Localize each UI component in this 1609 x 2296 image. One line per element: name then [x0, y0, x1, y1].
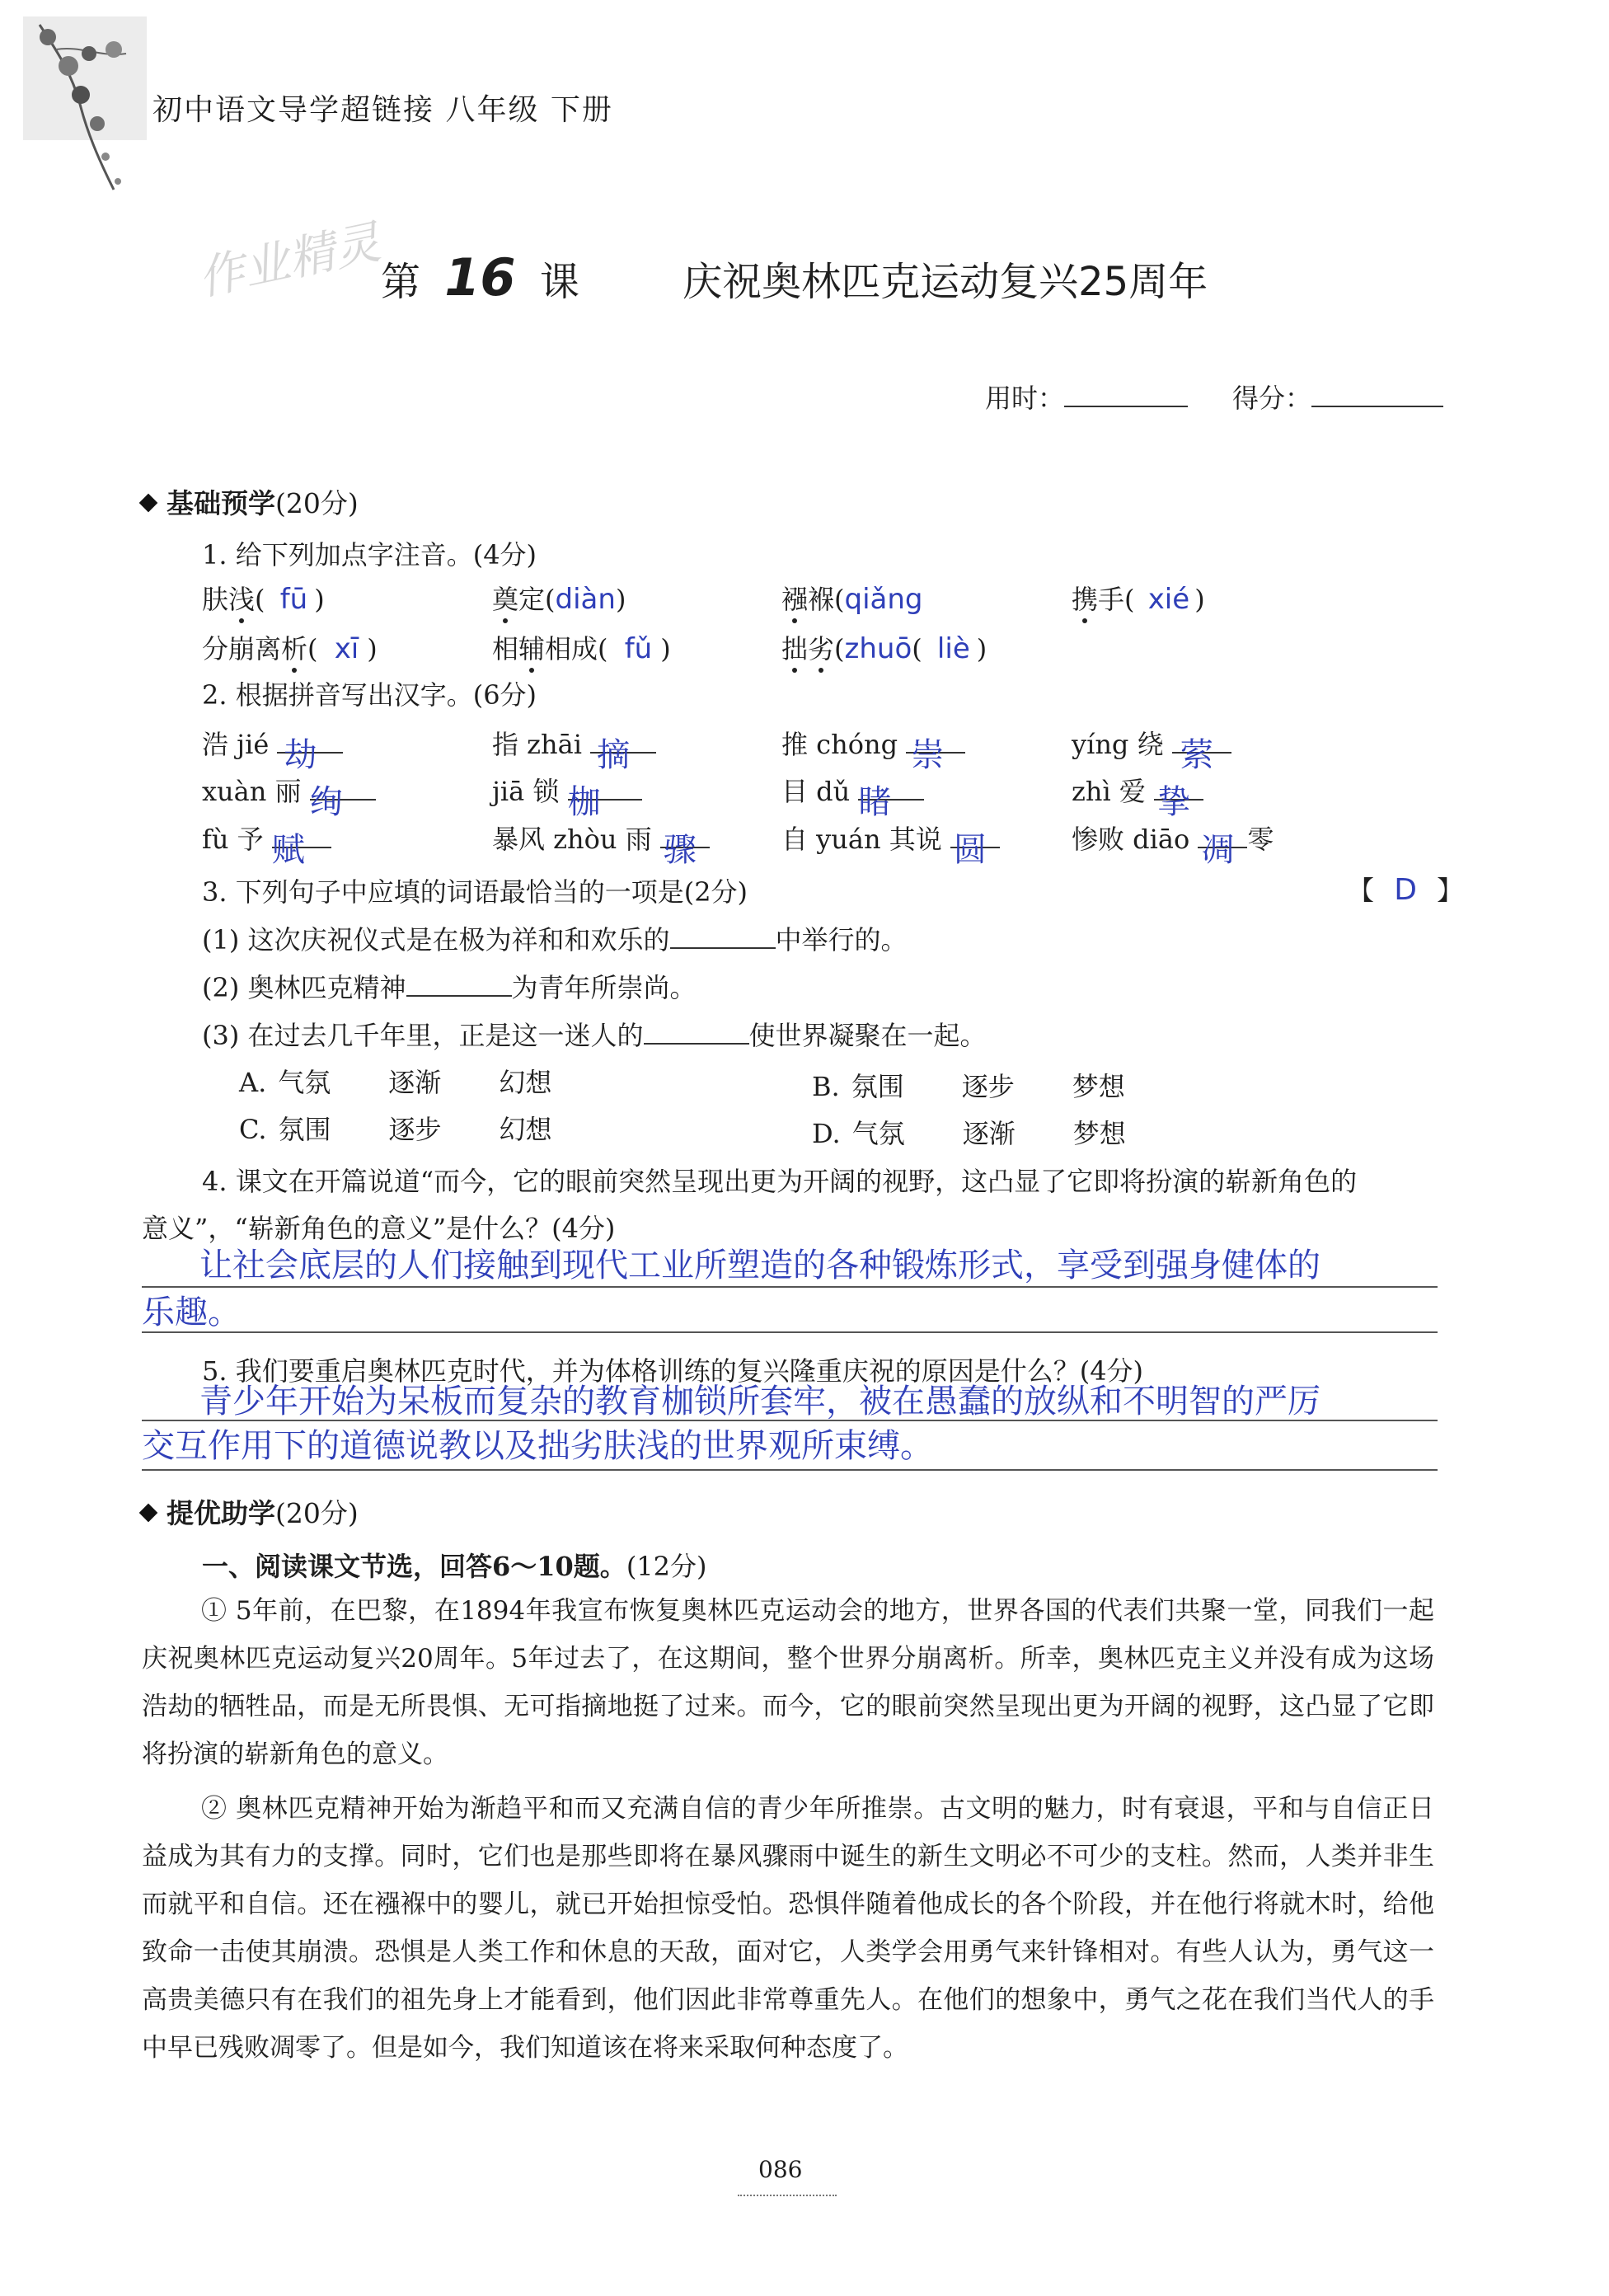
lesson-heading	[381, 247, 1208, 308]
book-title: 初中语文导学超链接 八年级 下册	[152, 93, 613, 127]
q2-answer-11[interactable]: 圆	[953, 831, 987, 869]
q2-item-9: fù 予 赋	[202, 819, 331, 857]
q2-item-11: 自 yuán 其说 圆	[781, 819, 1000, 857]
q4-answer-line-2[interactable]: 乐趣。	[142, 1294, 241, 1331]
section-basic-title: 基础预学(20分)	[142, 482, 359, 521]
q2-answer-1[interactable]: 劫	[284, 736, 317, 774]
q2-answer-9[interactable]: 赋	[271, 831, 305, 869]
q5-prompt: 5. 我们要重启奥林匹克时代，并为体格训练的复兴隆重庆祝的原因是什么？(4分)	[202, 1355, 1144, 1387]
q5-answer-line-1[interactable]: 青少年开始为呆板而复杂的教育枷锁所套牢，被在愚蠢的放纵和不明智的严厉	[199, 1383, 1321, 1420]
reading-heading: 一、阅读课文节选，回答6～10题。(12分)	[202, 1551, 707, 1582]
q1-item-2: 奠定(diàn)	[492, 583, 626, 616]
q4-answer-rule-2	[142, 1331, 1438, 1333]
q1-item-6: 相辅相成( fǔ )	[492, 632, 671, 665]
q2-item-5: xuàn 丽 绚	[202, 771, 376, 809]
q2-answer-12[interactable]: 凋	[1201, 831, 1235, 869]
q2-item-6: jiā 锁 枷	[492, 771, 642, 809]
q1-answer-4[interactable]: xié	[1147, 583, 1190, 616]
q3-answer-bracket: 【 D 】	[1348, 873, 1464, 907]
q1-answer-5[interactable]: xī	[334, 632, 359, 665]
q1-answer-7a[interactable]: zhuō	[844, 632, 912, 665]
q1-answer-7b[interactable]: liè	[936, 632, 970, 665]
passage-paragraph-2: ② 奥林匹克精神开始为渐趋平和而又充满自信的青少年所推崇。古文明的魅力，时有衰退，平和与自信正日益成为其有力的支撑。同时，它们也是那些即将在暴风骤雨中诞生的新生文明必不可少的支柱。然而，人类并非生而就平和自信。还在襁褓中的婴儿，就已开始担惊受怕。恐惧伴随着他成长的各个阶段，并在他行将就木时，给他致命一击使其崩溃。恐惧是人类工作和休息的天敌，面对它，人类学会用勇气来针锋相对。有些人认为，勇气这一高贵美德只有在我们的祖先身上才能看到，他们因此非常尊重先人。在他们的想象中，勇气之花在我们当代人的手中早已残败凋零了。但是如今，我们知道该在将来采取何种态度了。	[142, 1794, 1434, 2063]
q3-sentence-3: (3) 在过去几千年里，正是这一迷人的 使世界凝聚在一起。	[202, 1020, 987, 1051]
q2-item-12: 惨败 diāo 凋 零	[1072, 824, 1274, 869]
q2-answer-2[interactable]: 摘	[597, 736, 631, 774]
q5-answer-line-2[interactable]: 交互作用下的道德说教以及拙劣肤浅的世界观所束缚。	[142, 1427, 933, 1465]
q1-answer-1[interactable]: fū	[279, 583, 308, 616]
q3-option-a[interactable]: A. 气氛 逐渐 幻想	[239, 1067, 552, 1098]
lesson-title: 庆祝奥林匹克运动复兴25周年	[683, 259, 1208, 305]
q1-item-7: 拙劣(zhuō( liè )	[781, 632, 987, 665]
q4-prompt-line-1: 4. 课文在开篇说道“而今，它的眼前突然呈现出更为开阔的视野，这凸显了它即将扮演的崭新角色的	[202, 1166, 1358, 1197]
score-field[interactable]	[1232, 378, 1443, 416]
q2-item-8: zhì 爱 挚	[1072, 771, 1203, 809]
page-number-dots	[738, 2195, 837, 2196]
q2-answer-3[interactable]: 崇	[911, 736, 945, 774]
q2-item-7: 目 dǔ 睹	[781, 771, 924, 809]
q1-item-1: 肤浅( fū )	[202, 583, 325, 616]
q2-item-4: yíng 绕 萦	[1072, 724, 1231, 762]
q3-prompt: 3. 下列句子中应填的词语最恰当的一项是(2分)	[202, 876, 748, 908]
lesson-suffix: 课	[539, 259, 579, 305]
q3-answer[interactable]: D	[1394, 873, 1417, 907]
lesson-prefix: 第	[381, 259, 421, 305]
time-field[interactable]	[985, 378, 1188, 416]
section-advanced-title: 提优助学(20分)	[142, 1492, 359, 1531]
q2-answer-6[interactable]: 枷	[567, 783, 601, 821]
q2-answer-5[interactable]: 绚	[309, 783, 343, 821]
q1-item-3: 襁褓(qiǎng	[781, 583, 923, 616]
q4-prompt-line-2: 意义”，“崭新角色的意义”是什么？(4分)	[142, 1213, 616, 1244]
watermark: 作业精灵	[193, 215, 386, 307]
q4-answer-line-1[interactable]: 让社会底层的人们接触到现代工业所塑造的各种锻炼形式，享受到强身健体的	[199, 1247, 1321, 1284]
lesson-number: 16	[444, 247, 516, 308]
header-decoration	[23, 16, 147, 198]
q1-answer-3[interactable]: qiǎng	[844, 583, 923, 616]
q2-item-2: 指 zhāi 摘	[492, 724, 656, 762]
passage-paragraph-1: ① 5年前，在巴黎，在1894年我宣布恢复奥林匹克运动会的地方，世界各国的代表们共聚一堂，同我们一起庆祝奥林匹克运动复兴20周年。5年过去了，在这期间，整个世界分崩离析。所幸，奥林匹克主义并没有成为这场浩劫的牺牲品，而是无所畏惧、无可指摘地挺了过来。而今，它的眼前突然呈现出更为开阔的视野，这凸显了它即将扮演的崭新角色的意义。	[142, 1596, 1434, 1769]
q4-answer-rule-1	[142, 1286, 1438, 1288]
time-label: 用时：	[985, 383, 1065, 414]
q3-sentence-1: (1) 这次庆祝仪式是在极为祥和和欢乐的 中举行的。	[202, 924, 908, 955]
q2-answer-10[interactable]: 骤	[663, 831, 697, 869]
q3-option-b[interactable]: B. 氛围 逐步 梦想	[812, 1071, 1125, 1102]
q2-item-1: 浩 jié 劫	[202, 724, 343, 762]
q3-option-d[interactable]: D. 气氛 逐渐 梦想	[812, 1118, 1126, 1149]
q2-answer-8[interactable]: 挚	[1157, 783, 1191, 821]
q1-answer-2[interactable]: diàn	[555, 583, 616, 616]
q1-item-4: 携手( xié )	[1072, 583, 1205, 616]
q2-answer-7[interactable]: 睹	[858, 783, 892, 821]
q5-answer-rule-2	[142, 1469, 1438, 1471]
q2-item-10: 暴风 zhòu 雨 骤	[492, 819, 710, 857]
q2-prompt: 2. 根据拼音写出汉字。(6分)	[202, 679, 537, 711]
q1-item-5: 分崩离析( xī )	[202, 632, 378, 665]
q3-sentence-2: (2) 奥林匹克精神 为青年所崇尚。	[202, 972, 697, 1003]
q2-answer-4[interactable]: 萦	[1180, 736, 1213, 774]
score-label: 得分：	[1232, 383, 1312, 414]
q1-prompt: 1. 给下列加点字注音。(4分)	[202, 539, 537, 570]
q3-option-c[interactable]: C. 氛围 逐步 幻想	[239, 1114, 552, 1145]
q1-answer-6[interactable]: fǔ	[624, 632, 653, 665]
q2-item-3: 推 chóng 崇	[781, 724, 965, 762]
page-number: 086	[758, 2156, 803, 2183]
